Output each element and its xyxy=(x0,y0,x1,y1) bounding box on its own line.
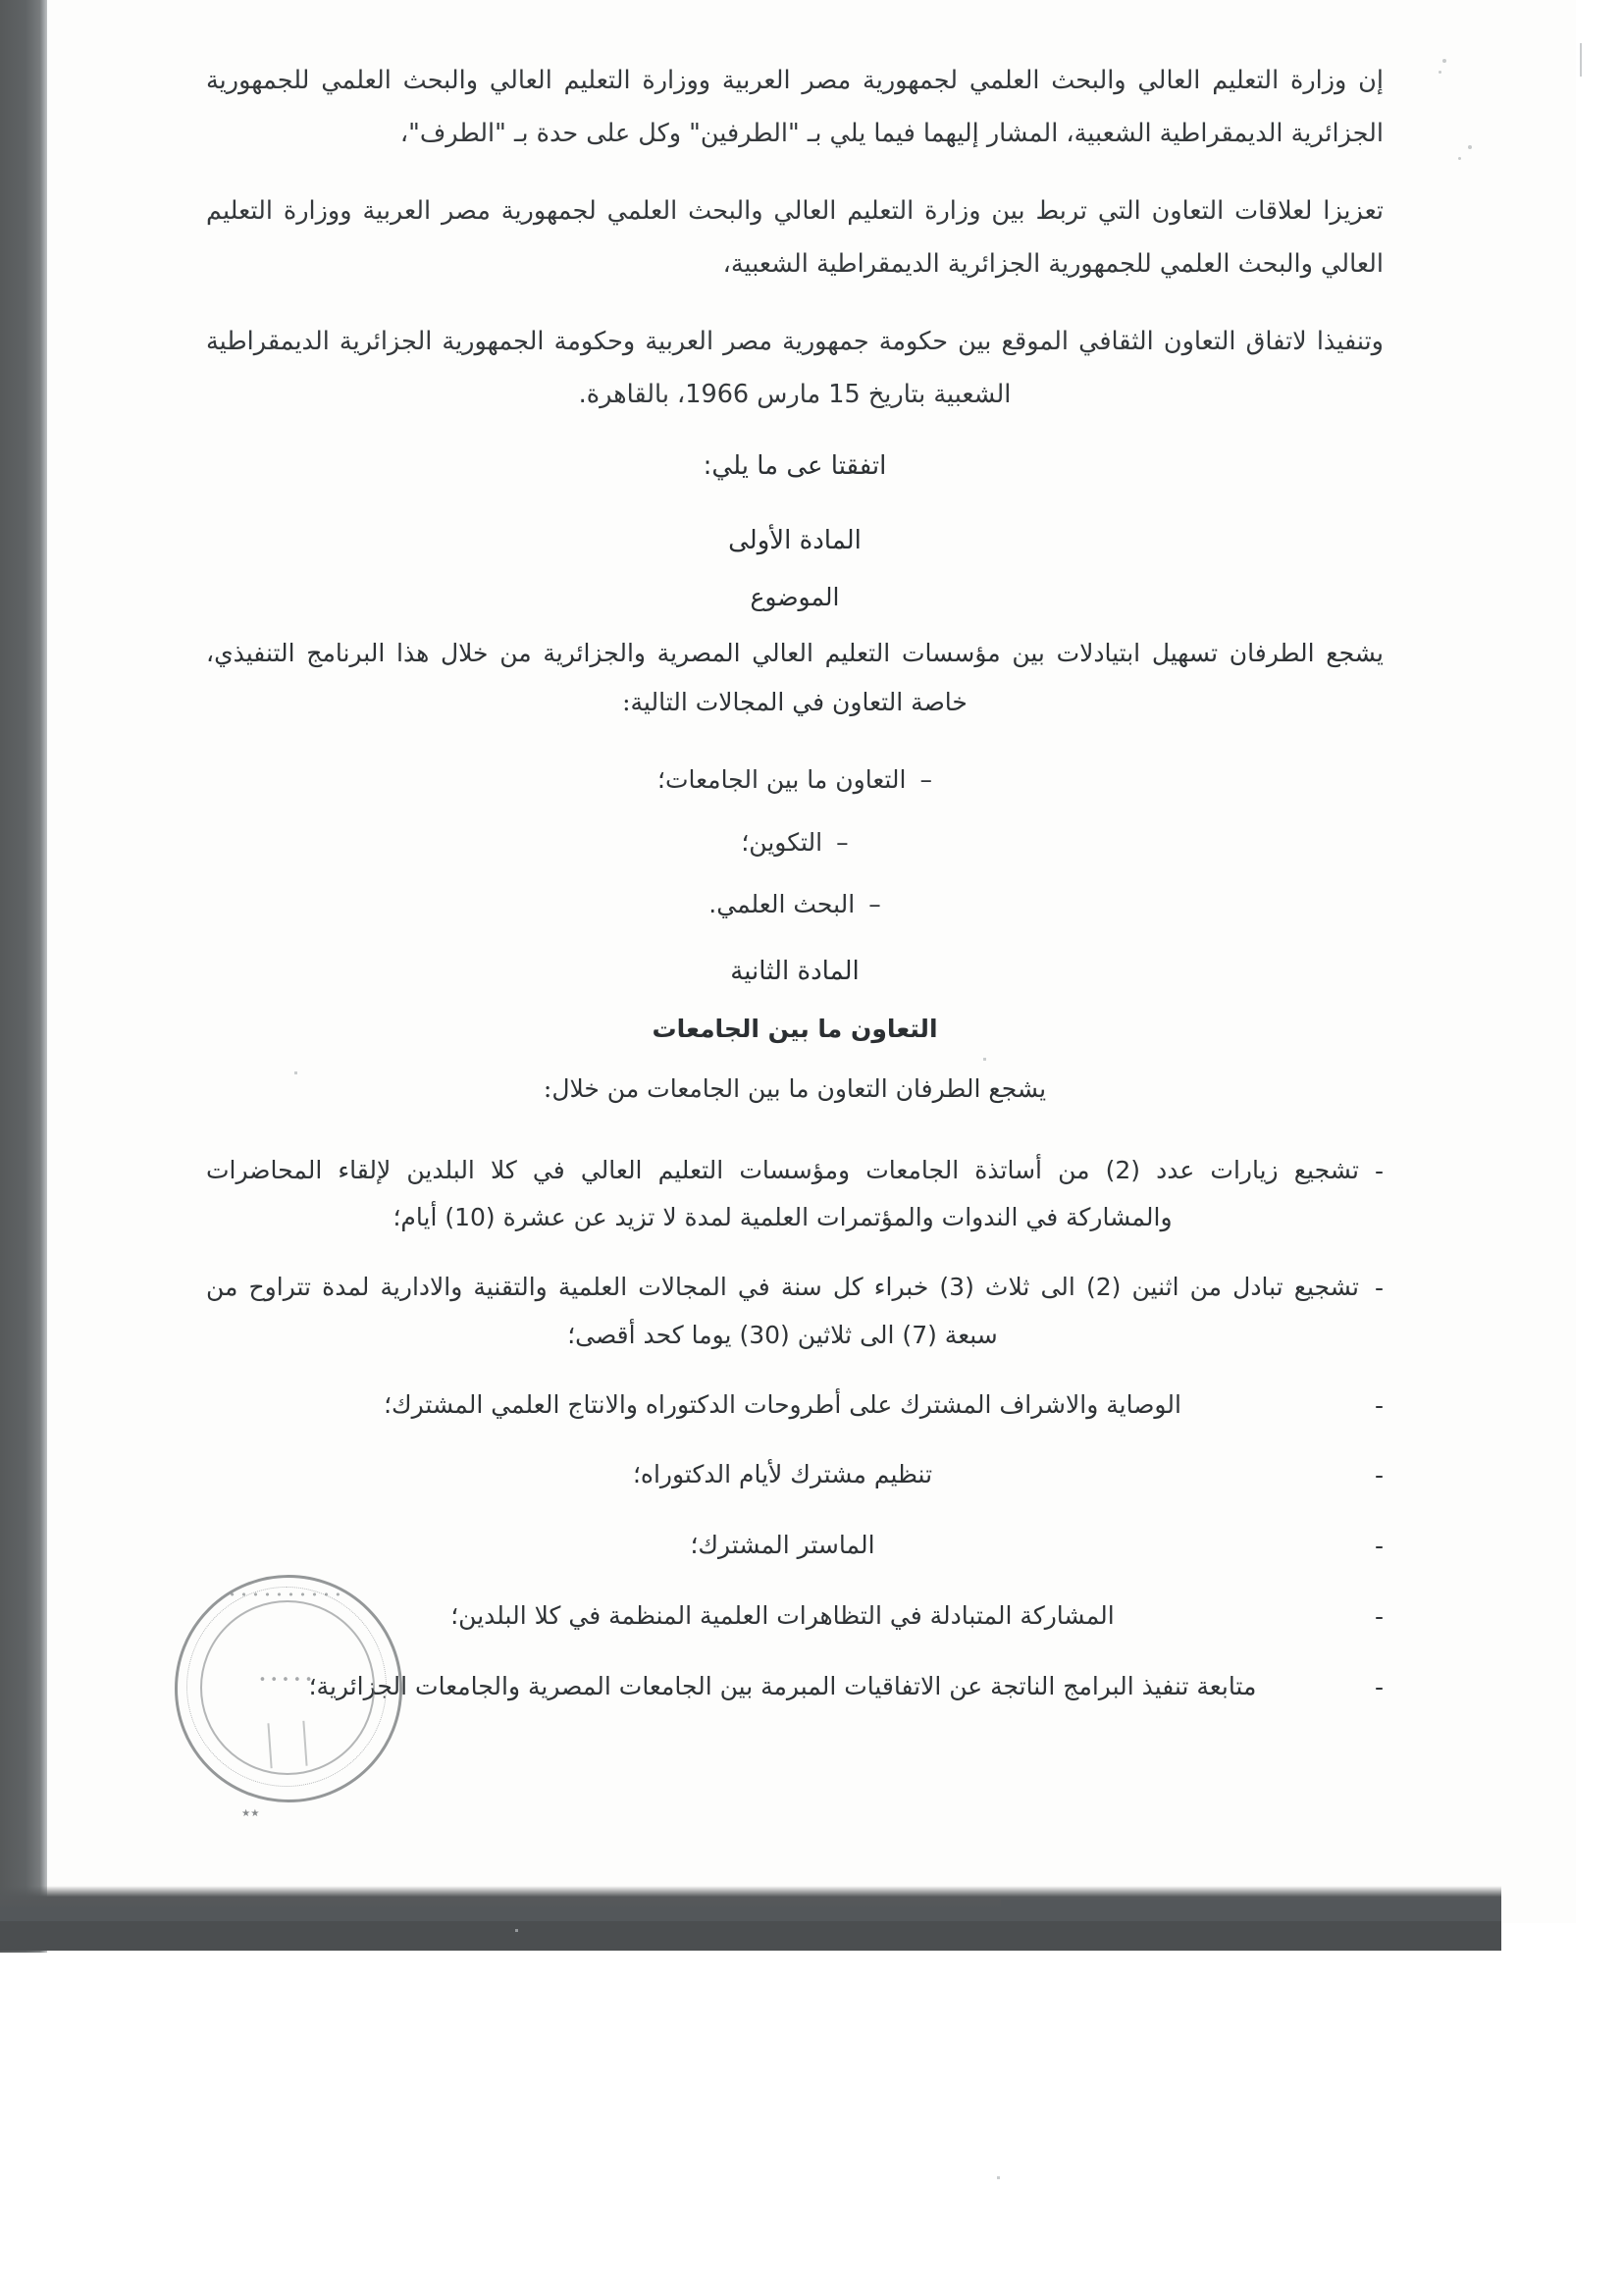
preamble-paragraph-1: إن وزارة التعليم العالي والبحث العلمي لجمهورية مصر العربية ووزارة التعليم العالي والبحث العلمي للجمهورية الجزائرية الديمقراطية الشعبية، المشار إليهما فيما يلي بـ "الطرفين" وكل على حدة بـ "الطرف"، xyxy=(206,66,1384,148)
list-item xyxy=(206,1663,1384,1712)
document-body xyxy=(206,55,1384,1733)
stamp-center-text: • • • • • xyxy=(258,1673,313,1688)
scan-speck xyxy=(1439,71,1441,74)
list-item xyxy=(206,1451,1384,1500)
preamble-paragraph-2: تعزيزا لعلاقات التعاون التي تربط بين وزارة التعليم العالي والبحث العلمي لجمهورية مصر العربية ووزارة التعليم العالي والبحث العلمي للجمهورية الجزائرية الديمقراطية الشعبية، xyxy=(206,196,1384,279)
hyphen-bullet-icon: - xyxy=(1374,1532,1384,1561)
list-item-label: تشجيع زيارات عدد (2) من أساتذة الجامعات ومؤسسات التعليم العالي في كلا البلدين لإلقاء المحاضرات والمشاركة في الندوات والمؤتمرات العلمية لمدة لا تزيد عن عشرة (10) أيام؛ xyxy=(206,1155,1359,1232)
list-item xyxy=(206,1147,1384,1243)
article-one-item-list xyxy=(206,757,1384,928)
list-item xyxy=(206,1522,1384,1571)
dash-bullet-icon: – xyxy=(919,765,932,795)
list-item xyxy=(206,1382,1384,1431)
list-item-label: البحث العلمي. xyxy=(708,890,856,919)
list-item xyxy=(206,1592,1384,1642)
list-item-label: تنظيم مشترك لأيام الدكتوراه؛ xyxy=(632,1460,933,1489)
list-item-label: تشجيع تبادل من اثنين (2) الى ثلاث (3) خبراء كل سنة في المجالات العلمية والتقنية والادارية لمدة تتراوح من سبعة (7) الى ثلاثين (30) يوما كحد أقصى؛ xyxy=(206,1273,1359,1349)
list-item xyxy=(206,819,1384,866)
list-item-label: التكوين؛ xyxy=(741,827,823,857)
list-item-label: متابعة تنفيذ البرامج الناتجة عن الاتفاقيات المبرمة بين الجامعات المصرية والجامعات الجزائرية؛ xyxy=(308,1671,1257,1700)
dash-bullet-icon: – xyxy=(836,827,849,857)
scan-speck xyxy=(1468,145,1472,149)
article-two-subtitle: التعاون ما بين الجامعات xyxy=(652,1014,938,1043)
agreement-statement-line: اتفقتا عى ما يلي: xyxy=(703,451,887,482)
scan-speck xyxy=(1458,157,1461,160)
list-item-label: المشاركة المتبادلة في التظاهرات العلمية المنظمة في كلا البلدين؛ xyxy=(450,1600,1115,1630)
article-one-subtitle: الموضوع xyxy=(750,583,840,612)
article-one-title: المادة الأولى xyxy=(728,525,862,555)
dash-bullet-icon: – xyxy=(868,890,881,919)
stamp-tail-mark: ٭٭ xyxy=(241,1803,260,1823)
article-two-title: المادة الثانية xyxy=(730,956,860,986)
list-item xyxy=(206,1264,1384,1360)
list-item-label: الوصاية والاشراف المشترك على أطروحات الدكتوراه والانتاج العلمي المشترك؛ xyxy=(384,1389,1181,1419)
article-two-item-list xyxy=(206,1147,1384,1712)
list-item-label: التعاون ما بين الجامعات؛ xyxy=(657,765,907,795)
hyphen-bullet-icon: - xyxy=(1374,1156,1384,1185)
scan-speck xyxy=(1442,59,1446,63)
scan-shadow-left-edge xyxy=(0,0,47,1953)
hyphen-bullet-icon: - xyxy=(1374,1672,1384,1701)
scan-shadow-bottom-corner xyxy=(0,1921,1501,1951)
scan-tick-mark xyxy=(997,2176,1000,2179)
hyphen-bullet-icon: - xyxy=(1374,1601,1384,1631)
hyphen-bullet-icon: - xyxy=(1374,1461,1384,1490)
article-two-body: يشجع الطرفان التعاون ما بين الجامعات من خلال: xyxy=(543,1073,1047,1103)
hyphen-bullet-icon: - xyxy=(1374,1274,1384,1303)
article-one-body: يشجع الطرفان تسهيل ابتيادلات بين مؤسسات التعليم العالي المصرية والجزائرية من خلال هذا البرنامج التنفيذي، خاصة التعاون في المجالات التالية: xyxy=(206,639,1384,717)
hyphen-bullet-icon: - xyxy=(1374,1390,1384,1420)
stamp-arc-text: • • • • • • • • • • xyxy=(229,1589,342,1601)
scan-tick-mark xyxy=(1580,43,1582,77)
scan-tick-mark xyxy=(515,1929,518,1932)
list-item xyxy=(206,757,1384,804)
list-item-label: الماستر المشترك؛ xyxy=(690,1531,875,1560)
preamble-paragraph-3: وتنفيذا لاتفاق التعاون الثقافي الموقع بين حكومة جمهورية مصر العربية وحكومة الجمهورية الجزائرية الديمقراطية الشعبية بتاريخ 15 مارس 1966، بالقاهرة. xyxy=(206,327,1384,409)
list-item xyxy=(206,881,1384,928)
